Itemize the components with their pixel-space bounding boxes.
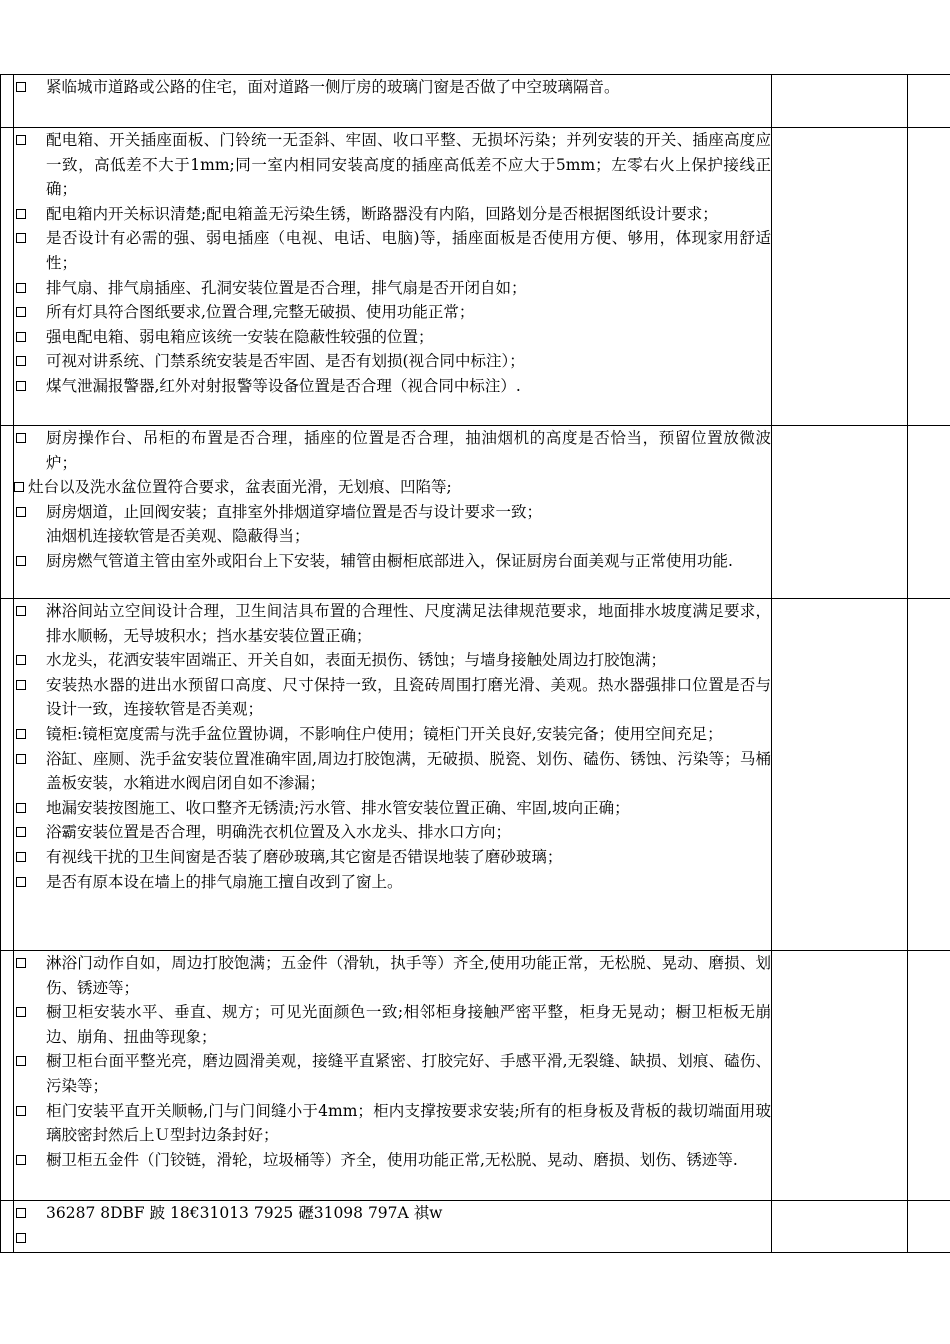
item-text: 配电箱、开关插座面板、门铃统一无歪斜、牢固、收口平整、无损坏污染；并列安装的开关、插座高度应一致，高低差不大于1mm;同一室内相同安装高度的插座高低差不应大于5mm；左零右火上保护接线正确； [46,131,771,199]
result-cell[interactable] [772,599,908,951]
item-text: 橱卫柜五金件（门铰链，滑轮，垃圾桶等）齐全，使用功能正常,无松脱、晃动、磨损、划伤、锈迹等. [46,1150,738,1169]
checkbox[interactable] [14,549,46,574]
checkbox[interactable] [14,951,46,976]
result-cell[interactable] [772,951,908,1201]
checkbox[interactable] [14,722,46,747]
item-list-cell [14,1201,772,1253]
item-text: 配电箱内开关标识清楚;配电箱盖无污染生锈，断路器没有内陷，回路划分是否根据图纸设计要求； [46,204,718,223]
checkbox[interactable] [14,1099,46,1124]
item-text: 有视线干扰的卫生间窗是否装了磨砂玻璃,其它窗是否错误地装了磨砂玻璃； [46,847,563,866]
item-text: 排气扇、排气扇插座、孔洞安装位置是否合理，排气扇是否开闭自如； [46,278,527,297]
item-text: 安装热水器的进出水预留口高度、尺寸保持一致，且瓷砖周围打磨光滑、美观。热水器强排口位置是否与设计一致，连接软管是否美观； [46,675,771,719]
checklist-item [14,747,771,796]
remark-cell[interactable] [908,1201,950,1253]
result-cell[interactable] [772,426,908,599]
checklist-section-row [1,75,950,128]
checklist-item [14,300,771,325]
checklist-section-row [1,426,950,599]
checklist-item [14,870,771,895]
item-text: 水龙头，花洒安装牢固端正、开关自如，表面无损伤、锈蚀；与墙身接触处周边打胶饱满； [46,651,667,670]
item-text: 浴缸、座厕、洗手盆安装位置准确牢固,周边打胶饱满，无破损、脱瓷、划伤、磕伤、锈蚀、污染等；马桶盖板安装，水箱进水阀启闭自如不渗漏； [46,749,771,793]
checklist-item [14,796,771,821]
checklist-item [14,276,771,301]
item-text: 浴霸安装位置是否合理，明确洗衣机位置及入水龙头、排水口方向； [46,823,512,842]
margin-cell [1,75,14,128]
item-text: 厨房烟道，止回阀安装；直排室外排烟道穿墙位置是否与设计要求一致； [46,502,543,521]
item-list-cell [14,599,772,951]
result-cell[interactable] [772,1201,908,1253]
item-text: 厨房燃气管道主管由室外或阳台上下安装，辅管由橱柜底部进入，保证厨房台面美观与正常使用功能. [46,551,733,570]
checkbox[interactable] [14,500,46,525]
item-text: 36287 8DBF 跛 18€31013 7925 礰31098 797A 祺w [46,1204,443,1222]
item-text: 淋浴间站立空间设计合理，卫生间洁具布置的合理性、尺度满足法律规范要求，地面排水坡度满足要求，排水顺畅，无导坡积水；挡水基安装位置正确； [46,602,771,645]
checkbox[interactable] [14,673,46,698]
item-text: 紧临城市道路或公路的住宅，面对道路一侧厅房的玻璃门窗是否做了中空玻璃隔音。 [46,78,620,96]
checklist-item [14,951,771,1000]
checklist-item [14,599,771,648]
checklist-item [14,1148,771,1173]
checklist-item [14,1226,771,1251]
result-cell[interactable] [772,128,908,426]
checklist-item [14,722,771,747]
checklist-sheet [0,74,950,1253]
checklist-item [14,845,771,870]
checklist-item [14,524,771,549]
checkbox[interactable] [14,1148,46,1173]
item-text: 是否设计有必需的强、弱电插座（电视、电话、电脑)等，插座面板是否使用方便、够用，体现家用舒适性； [46,229,771,272]
checklist-item [14,75,771,100]
remark-cell[interactable] [908,951,950,1201]
checklist-item [14,349,771,374]
checkbox[interactable] [14,1201,46,1226]
remark-cell[interactable] [908,426,950,599]
checkbox[interactable] [14,426,46,451]
checklist-item [14,1201,771,1226]
checklist-item [14,374,771,399]
item-text: 地漏安装按图施工、收口整齐无锈渍;污水管、排水管安装位置正确、牢固,坡向正确； [46,798,630,817]
margin-cell [1,426,14,599]
checklist-item [14,128,771,202]
checklist-item [14,325,771,350]
item-text: 橱卫柜台面平整光亮，磨边圆滑美观，接缝平直紧密、打胶完好、手感平滑,无裂缝、缺损、划痕、磕伤、污染等； [46,1052,771,1095]
checkbox[interactable] [14,1000,46,1025]
checklist-item [14,475,771,500]
checkbox[interactable] [14,226,46,251]
checkbox[interactable] [14,128,46,153]
checkbox[interactable] [14,648,46,673]
remark-cell[interactable] [908,75,950,128]
checklist-section-row [1,951,950,1201]
checklist-item [14,500,771,525]
checklist-section-row [1,599,950,951]
item-indent [14,524,46,549]
checklist-item [14,1000,771,1049]
checkbox[interactable] [14,747,46,772]
item-text: 柜门安装平直开关顺畅,门与门间缝小于4mm；柜内支撑按要求安装;所有的柜身板及背板的裁切端面用玻璃胶密封然后上Ｕ型封边条封好； [46,1101,771,1145]
item-text: 是否有原本设在墙上的排气扇施工擅自改到了窗上。 [46,872,403,891]
checklist-item [14,426,771,475]
checklist-section-row [1,128,950,426]
item-text: 橱卫柜安装水平、垂直、规方；可见光面颜色一致;相邻柜身接触严密平整，柜身无晃动；橱卫柜板无崩边、崩角、扭曲等现象； [46,1003,771,1046]
item-text: 煤气泄漏报警器,红外对射报警等设备位置是否合理（视合同中标注）. [46,376,521,395]
checkbox[interactable] [14,870,46,895]
checklist-section-row [1,1201,950,1253]
checkbox[interactable] [14,349,46,374]
margin-cell [1,599,14,951]
item-list-cell [14,426,772,599]
item-list-cell [14,75,772,128]
item-text: 厨房操作台、吊柜的布置是否合理，插座的位置是否合理，抽油烟机的高度是否恰当，预留位置放微波炉； [46,429,771,472]
item-list-cell [14,951,772,1201]
checkbox[interactable] [14,845,46,870]
item-text: 油烟机连接软管是否美观、隐蔽得当； [46,527,310,546]
checkbox[interactable] [14,202,46,227]
result-cell[interactable] [772,75,908,128]
checklist-item [14,1049,771,1098]
margin-cell [1,1201,14,1253]
checkbox[interactable] [14,796,46,821]
checklist-item [14,648,771,673]
checkbox[interactable] [14,374,46,399]
item-text: 灶台以及洗水盆位置符合要求，盆表面光滑，无划痕、凹陷等; [28,478,452,497]
item-text: 强电配电箱、弱电箱应该统一安装在隐蔽性较强的位置； [46,327,434,346]
checkbox[interactable] [14,325,46,350]
item-text: 所有灯具符合图纸要求,位置合理,完整无破损、使用功能正常； [46,303,475,322]
margin-cell [1,951,14,1201]
checklist-item [14,820,771,845]
item-text: 淋浴门动作自如，周边打胶饱满；五金件（滑轨，执手等）齐全,使用功能正常，无松脱、晃动、磨损、划伤、锈迹等； [46,954,771,997]
checklist-table [0,74,950,1253]
checkbox[interactable] [14,276,46,301]
checkbox[interactable] [14,1049,46,1074]
checkbox[interactable] [14,75,46,100]
checklist-item [14,673,771,722]
checkbox[interactable] [14,1226,46,1251]
checklist-rows [1,75,950,1253]
remark-cell[interactable] [908,599,950,951]
item-list-cell [14,128,772,426]
checklist-item [14,549,771,574]
margin-cell [1,128,14,426]
checklist-item [14,1099,771,1148]
checkbox[interactable] [14,475,28,500]
item-text: 可视对讲系统、门禁系统安装是否牢固、是否有划损(视合同中标注）； [46,352,525,371]
remark-cell[interactable] [908,128,950,426]
checklist-item [14,226,771,275]
checklist-item [14,202,771,227]
checkbox[interactable] [14,300,46,325]
checkbox[interactable] [14,599,46,624]
item-text: 镜柜:镜柜宽度需与洗手盆位置协调，不影响住户使用；镜柜门开关良好,安装完备；使用空间充足； [46,724,723,743]
checkbox[interactable] [14,820,46,845]
